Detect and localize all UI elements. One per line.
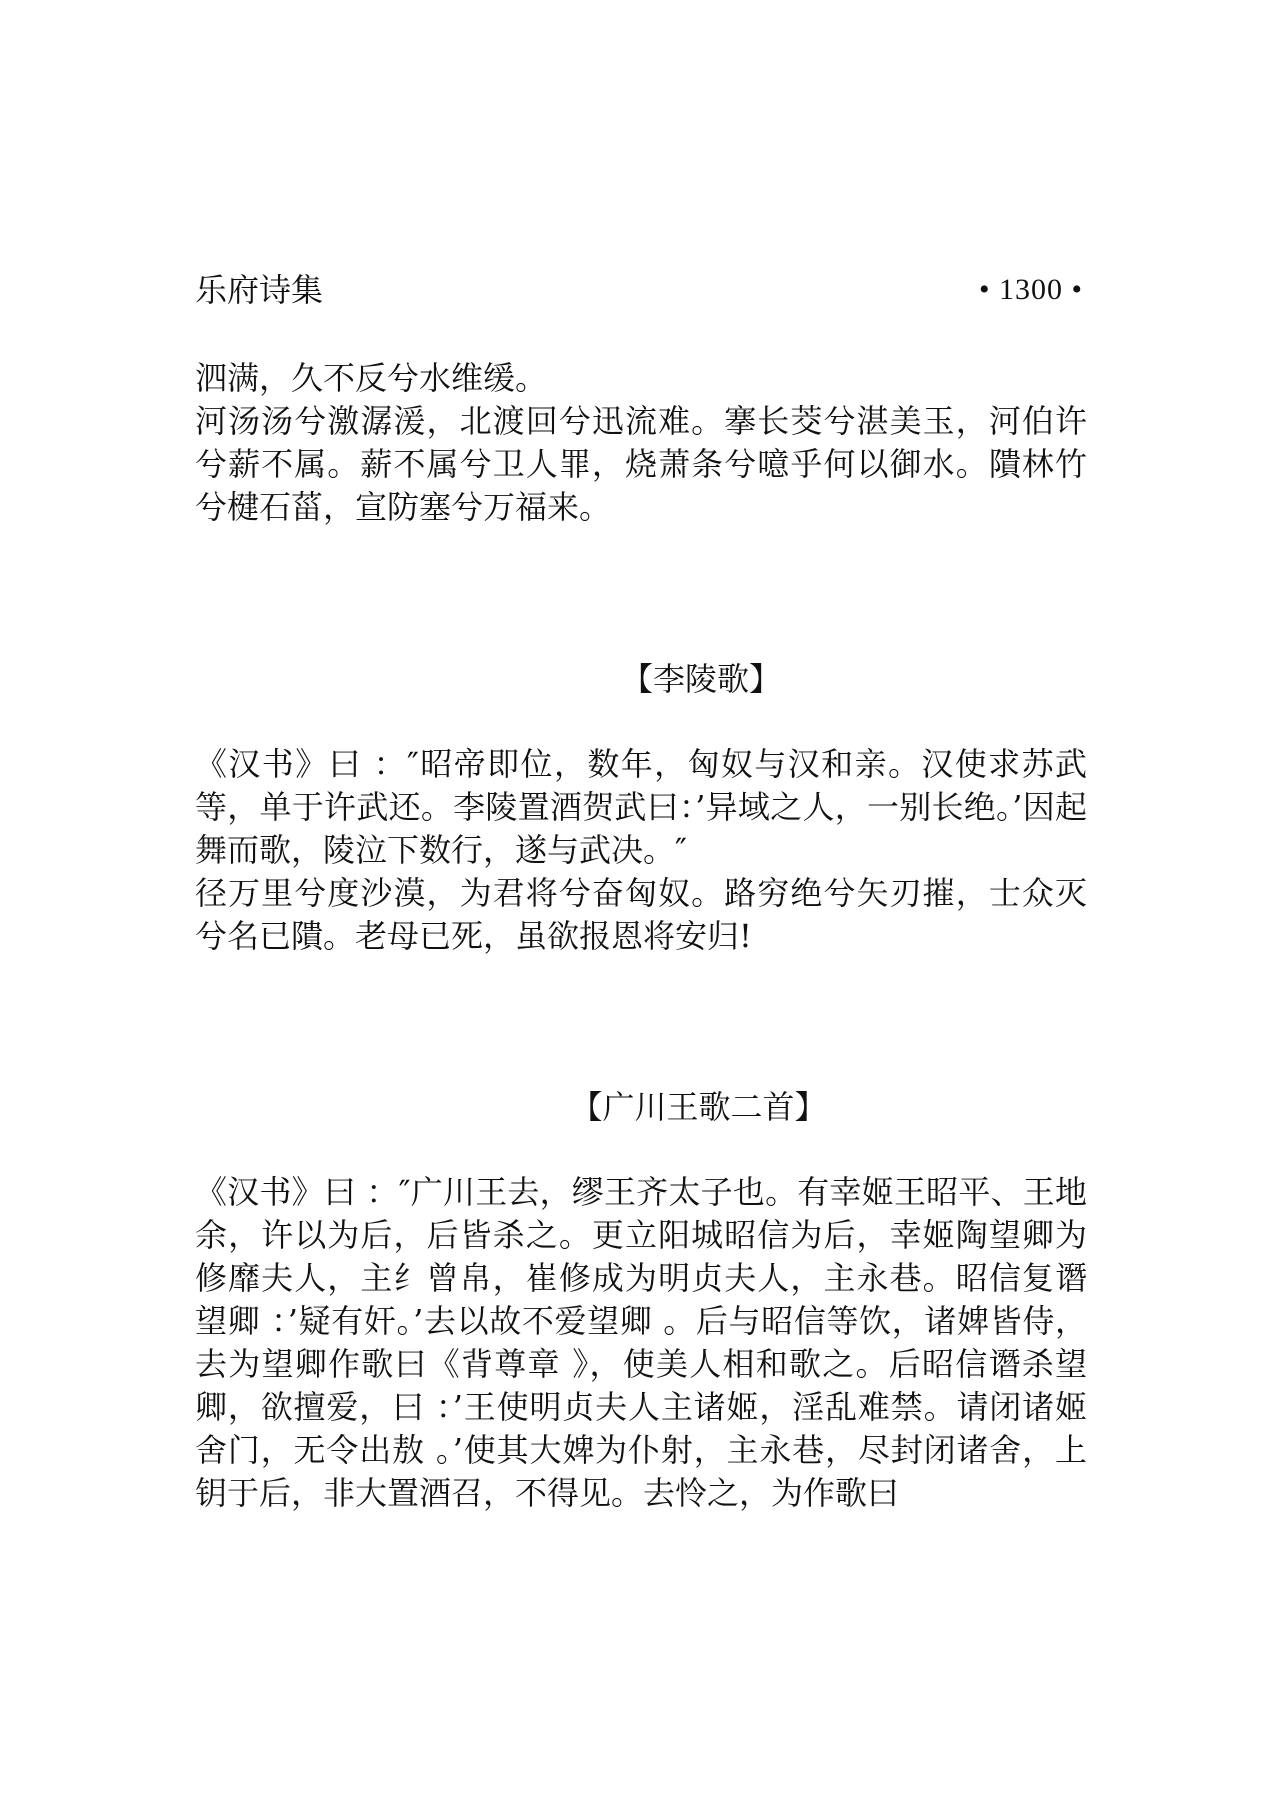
section-body <box>195 1171 1087 1515</box>
section-body <box>195 743 1087 958</box>
book-title: 乐府诗集 <box>195 271 324 309</box>
paragraph: 《汉书》曰 ：″广川王去，缪王齐太子也。有幸姬王昭平、王地余，许以为后，后皆杀之。更立阳城昭信为后，幸姬陶望卿为修靡夫人，主纟曾帛，崔修成为明贞夫人，主永巷。昭信复谮望卿 ：’疑有奸。’去以故不爱望卿 。后与昭信等饮，诸婢皆侍，去为望卿作歌曰《背尊章 》，使美人相和歌之。后昭信谮杀望卿，欲擅爱，曰 ：’王使明贞夫人主诸姬，淫乱难禁。请闭诸姬舍门，无令出敖 。’使其大婢为仆射，主永巷，尽封闭诸舍，上钥于后，非大置酒召，不得见。去怜之，为作歌曰 <box>195 1173 1087 1512</box>
section-title: 【李陵歌】 <box>620 660 781 698</box>
running-header <box>195 268 1085 312</box>
paragraph: 径万里兮度沙漠，为君将兮奋匈奴。路穷绝兮矢刃摧，士众灭兮名已隤。老母已死，虽欲报恩将安归! <box>195 874 1087 955</box>
paragraph: 《汉书》曰 ：″昭帝即位，数年，匈奴与汉和亲。汉使求苏武等，单于许武还。李陵置酒贺武曰：’异域之人，一别长绝。’因起舞而歌，陵泣下数行，遂与武决。″ <box>195 745 1087 869</box>
page-number: • 1300 • <box>978 273 1083 306</box>
continued-poem <box>195 357 1087 529</box>
paragraph: 泗满，久不反兮水维缓。 <box>195 359 548 397</box>
paragraph: 河汤汤兮激潺湲，北渡回兮迅流难。搴长茭兮湛美玉，河伯许兮薪不属。薪不属兮卫人罪，烧萧条兮噫乎何以御水。隤林竹兮楗石菑，宣防塞兮万福来。 <box>195 402 1087 526</box>
section-title: 【广川王歌二首】 <box>570 1088 827 1126</box>
